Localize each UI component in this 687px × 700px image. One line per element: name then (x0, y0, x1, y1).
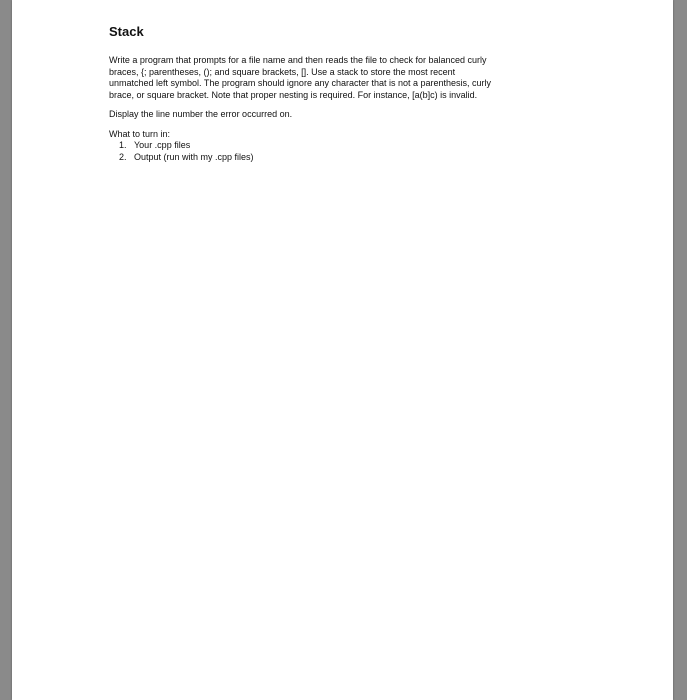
description-line: brace, or square bracket. Note that proper nesting is required. For instance, [a(b]c) is invalid. (109, 89, 478, 100)
description-line: Write a program that prompts for a file name and then reads the file to check for balanced curly (109, 55, 487, 65)
error-line-instruction: Display the line number the error occurred on. (109, 109, 293, 119)
list-item: 1. Your .cpp files (129, 140, 589, 152)
document-page (12, 0, 673, 700)
description-line: unmatched left symbol. The program should ignore any character that is not a parenthesis, curly (109, 78, 492, 88)
assignment-description (109, 55, 589, 101)
document-title: Stack (109, 24, 144, 39)
turn-in-label: What to turn in: (109, 128, 171, 139)
list-item: 2. Output (run with my .cpp files) (129, 152, 589, 164)
page-content (109, 24, 589, 163)
turn-in-list (109, 140, 589, 163)
description-line: braces, {; parentheses, (); and square brackets, []. Use a stack to store the most recent (109, 66, 456, 77)
